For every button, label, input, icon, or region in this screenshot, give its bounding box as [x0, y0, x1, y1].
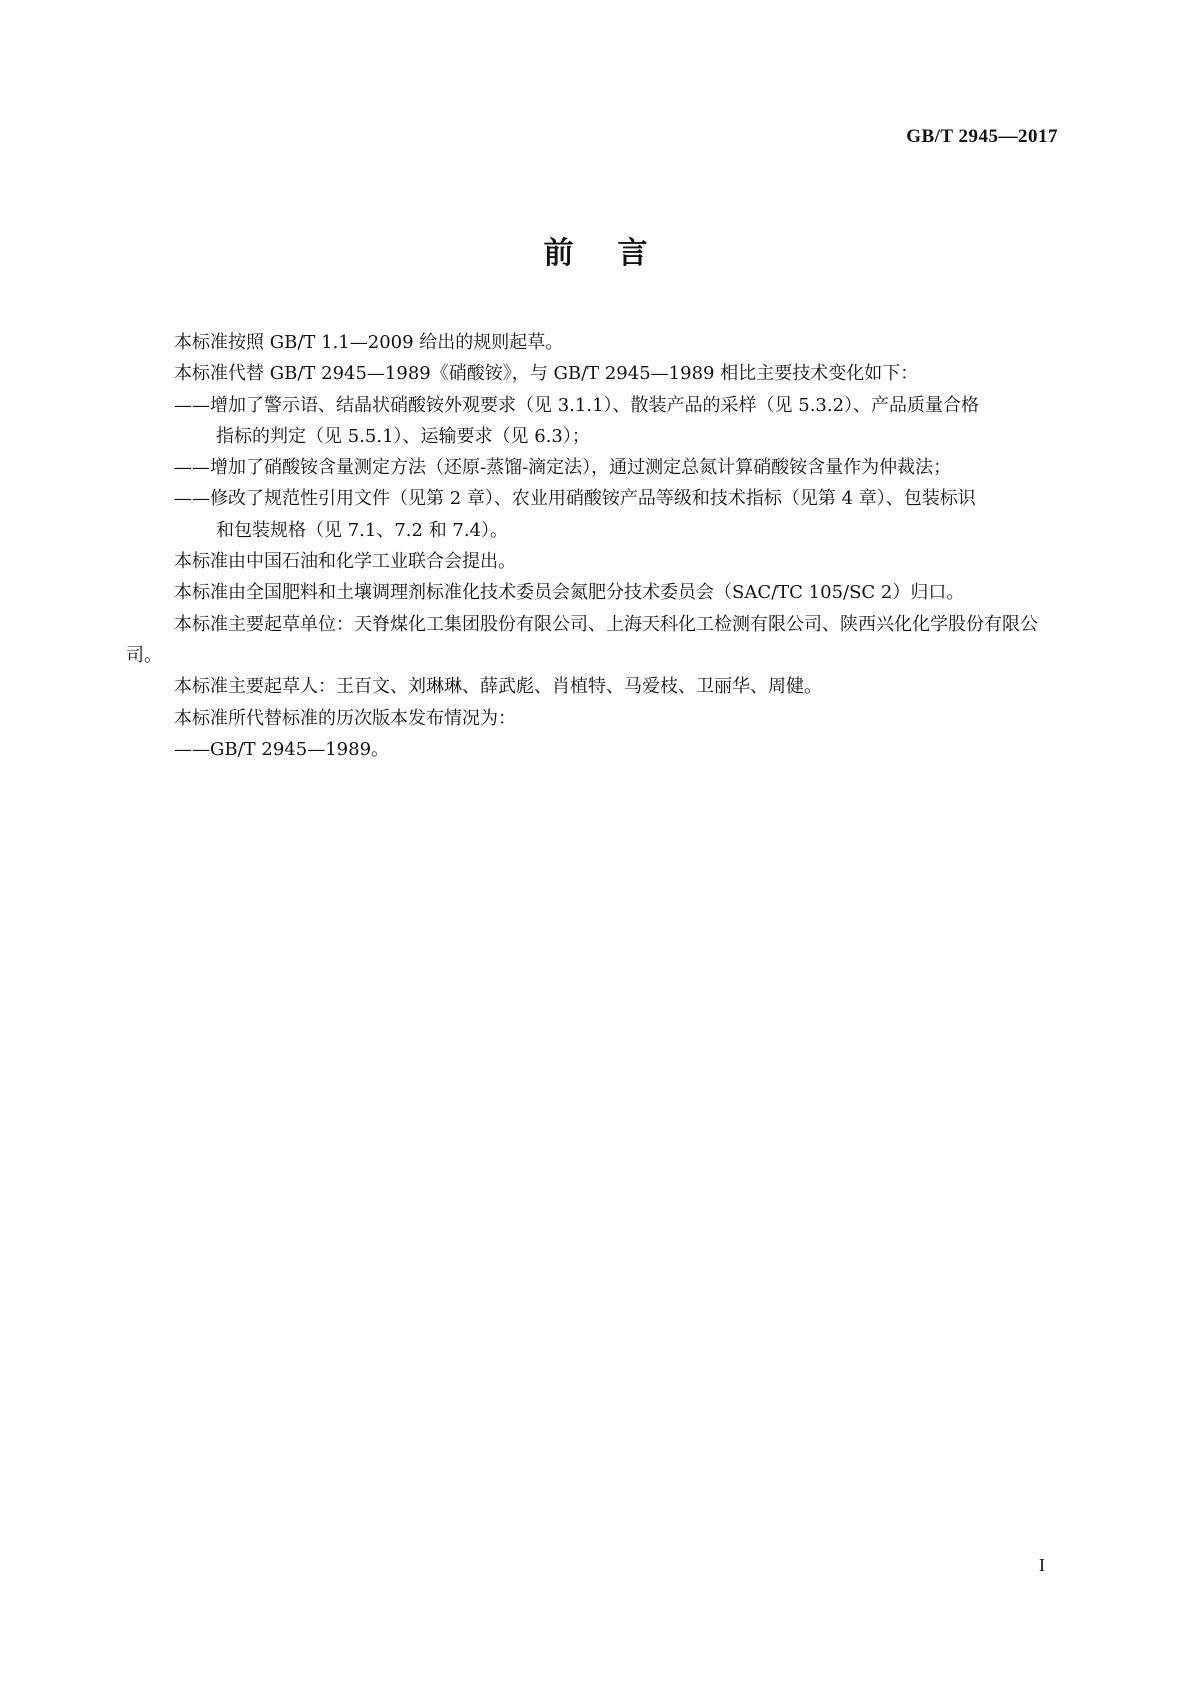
paragraph-drafters: 本标准主要起草人：王百文、刘琳琳、薛武彪、肖植特、马爱枝、卫丽华、周健。 [174, 676, 822, 698]
change-item-line: ——修改了规范性引用文件（见第 2 章）、农业用硝酸铵产品等级和技术指标（见第 4 章）、包装标识 [174, 488, 976, 510]
paragraph-replaces: 本标准代替 GB/T 2945—1989《硝酸铵》，与 GB/T 2945—1989 相比主要技术变化如下： [174, 363, 919, 385]
change-item-line: ——增加了警示语、结晶状硝酸铵外观要求（见 3.1.1）、散装产品的采样（见 5.3.2）、产品质量合格 [174, 394, 980, 416]
change-item-line: ——增加了硝酸铵含量测定方法（还原-蒸馏-滴定法），通过测定总氮计算硝酸铵含量作为仲裁法； [174, 457, 952, 479]
change-item [0, 390, 1191, 453]
paragraph-drafting-units: 本标准主要起草单位：天脊煤化工集团股份有限公司、上海天科化工检测有限公司、陕西兴化化学股份有限公司。 [126, 613, 1038, 666]
change-item [0, 452, 1191, 483]
change-list [0, 390, 1191, 546]
history-item: ——GB/T 2945—1989。 [174, 738, 390, 760]
paragraph-technical-committee: 本标准由全国肥料和土壤调理剂标准化技术委员会氮肥分技术委员会（SAC/TC 105/SC 2）归口。 [174, 582, 965, 604]
standard-number: GB/T 2945—2017 [906, 126, 1058, 147]
document-body [0, 327, 1191, 765]
paragraph-drafting-rules: 本标准按照 GB/T 1.1—2009 给出的规则起草。 [174, 332, 564, 353]
change-item-continuation: 和包装规格（见 7.1、7.2 和 7.4）。 [216, 519, 509, 541]
change-item [0, 483, 1191, 546]
change-item-continuation: 指标的判定（见 5.5.1）、运输要求（见 6.3）； [216, 425, 590, 447]
paragraph-proposer: 本标准由中国石油和化学工业联合会提出。 [174, 551, 516, 573]
paragraph-version-history: 本标准所代替标准的历次版本发布情况为： [174, 707, 516, 729]
page-number: I [1039, 1555, 1045, 1575]
page-title: 前言 [543, 236, 692, 271]
